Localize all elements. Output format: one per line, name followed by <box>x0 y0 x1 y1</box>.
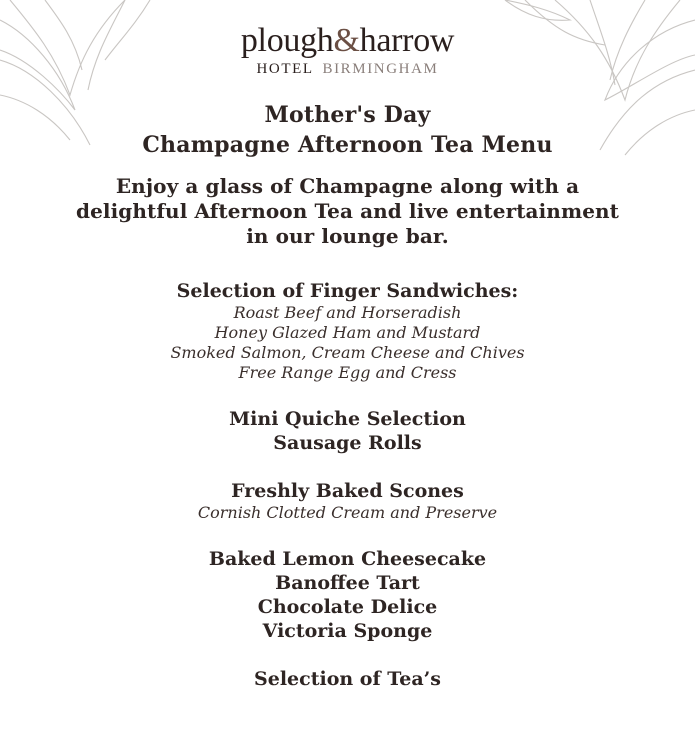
dessert-item: Victoria Sponge <box>262 620 433 642</box>
scones-detail: Cornish Clotted Cream and Preserve <box>197 503 498 522</box>
dessert-item: Baked Lemon Cheesecake <box>208 548 487 570</box>
logo-name-part2: harrow <box>359 22 455 59</box>
savoury-item: Mini Quiche Selection <box>229 408 466 430</box>
sandwich-item: Roast Beef and Horseradish <box>233 303 462 322</box>
scones-heading: Freshly Baked Scones <box>231 480 464 502</box>
intro-line: Enjoy a glass of Champagne along with a <box>115 174 580 198</box>
logo-hotel: HOTEL <box>256 61 314 77</box>
menu-title <box>0 100 695 160</box>
sandwiches-heading: Selection of Finger Sandwiches: <box>176 280 519 302</box>
dessert-item: Banoffee Tart <box>275 572 420 594</box>
intro-line: in our lounge bar. <box>246 224 449 248</box>
logo-name-part1: plough <box>240 22 334 59</box>
logo-ampersand: & <box>333 22 360 59</box>
scones-section <box>0 479 695 523</box>
desserts-section <box>0 547 695 643</box>
intro-text <box>0 174 695 249</box>
sandwiches-section <box>0 279 695 383</box>
tea-heading: Selection of Tea’s <box>254 668 441 690</box>
dessert-item: Chocolate Delice <box>257 596 438 618</box>
savouries-section <box>0 407 695 455</box>
tea-section <box>0 667 695 691</box>
savoury-item: Sausage Rolls <box>273 432 422 454</box>
sandwich-item: Free Range Egg and Cress <box>238 363 457 382</box>
title-line-2: Champagne Afternoon Tea Menu <box>142 132 553 158</box>
sandwich-item: Smoked Salmon, Cream Cheese and Chives <box>170 343 525 362</box>
title-line-1: Mother's Day <box>264 102 431 128</box>
hotel-logo <box>0 22 695 78</box>
logo-subline <box>0 60 695 78</box>
logo-wordmark <box>0 22 695 60</box>
logo-city: BIRMINGHAM <box>322 61 439 77</box>
menu-content <box>0 100 695 691</box>
intro-line: delightful Afternoon Tea and live entertainment <box>75 199 620 223</box>
sandwich-item: Honey Glazed Ham and Mustard <box>214 323 481 342</box>
